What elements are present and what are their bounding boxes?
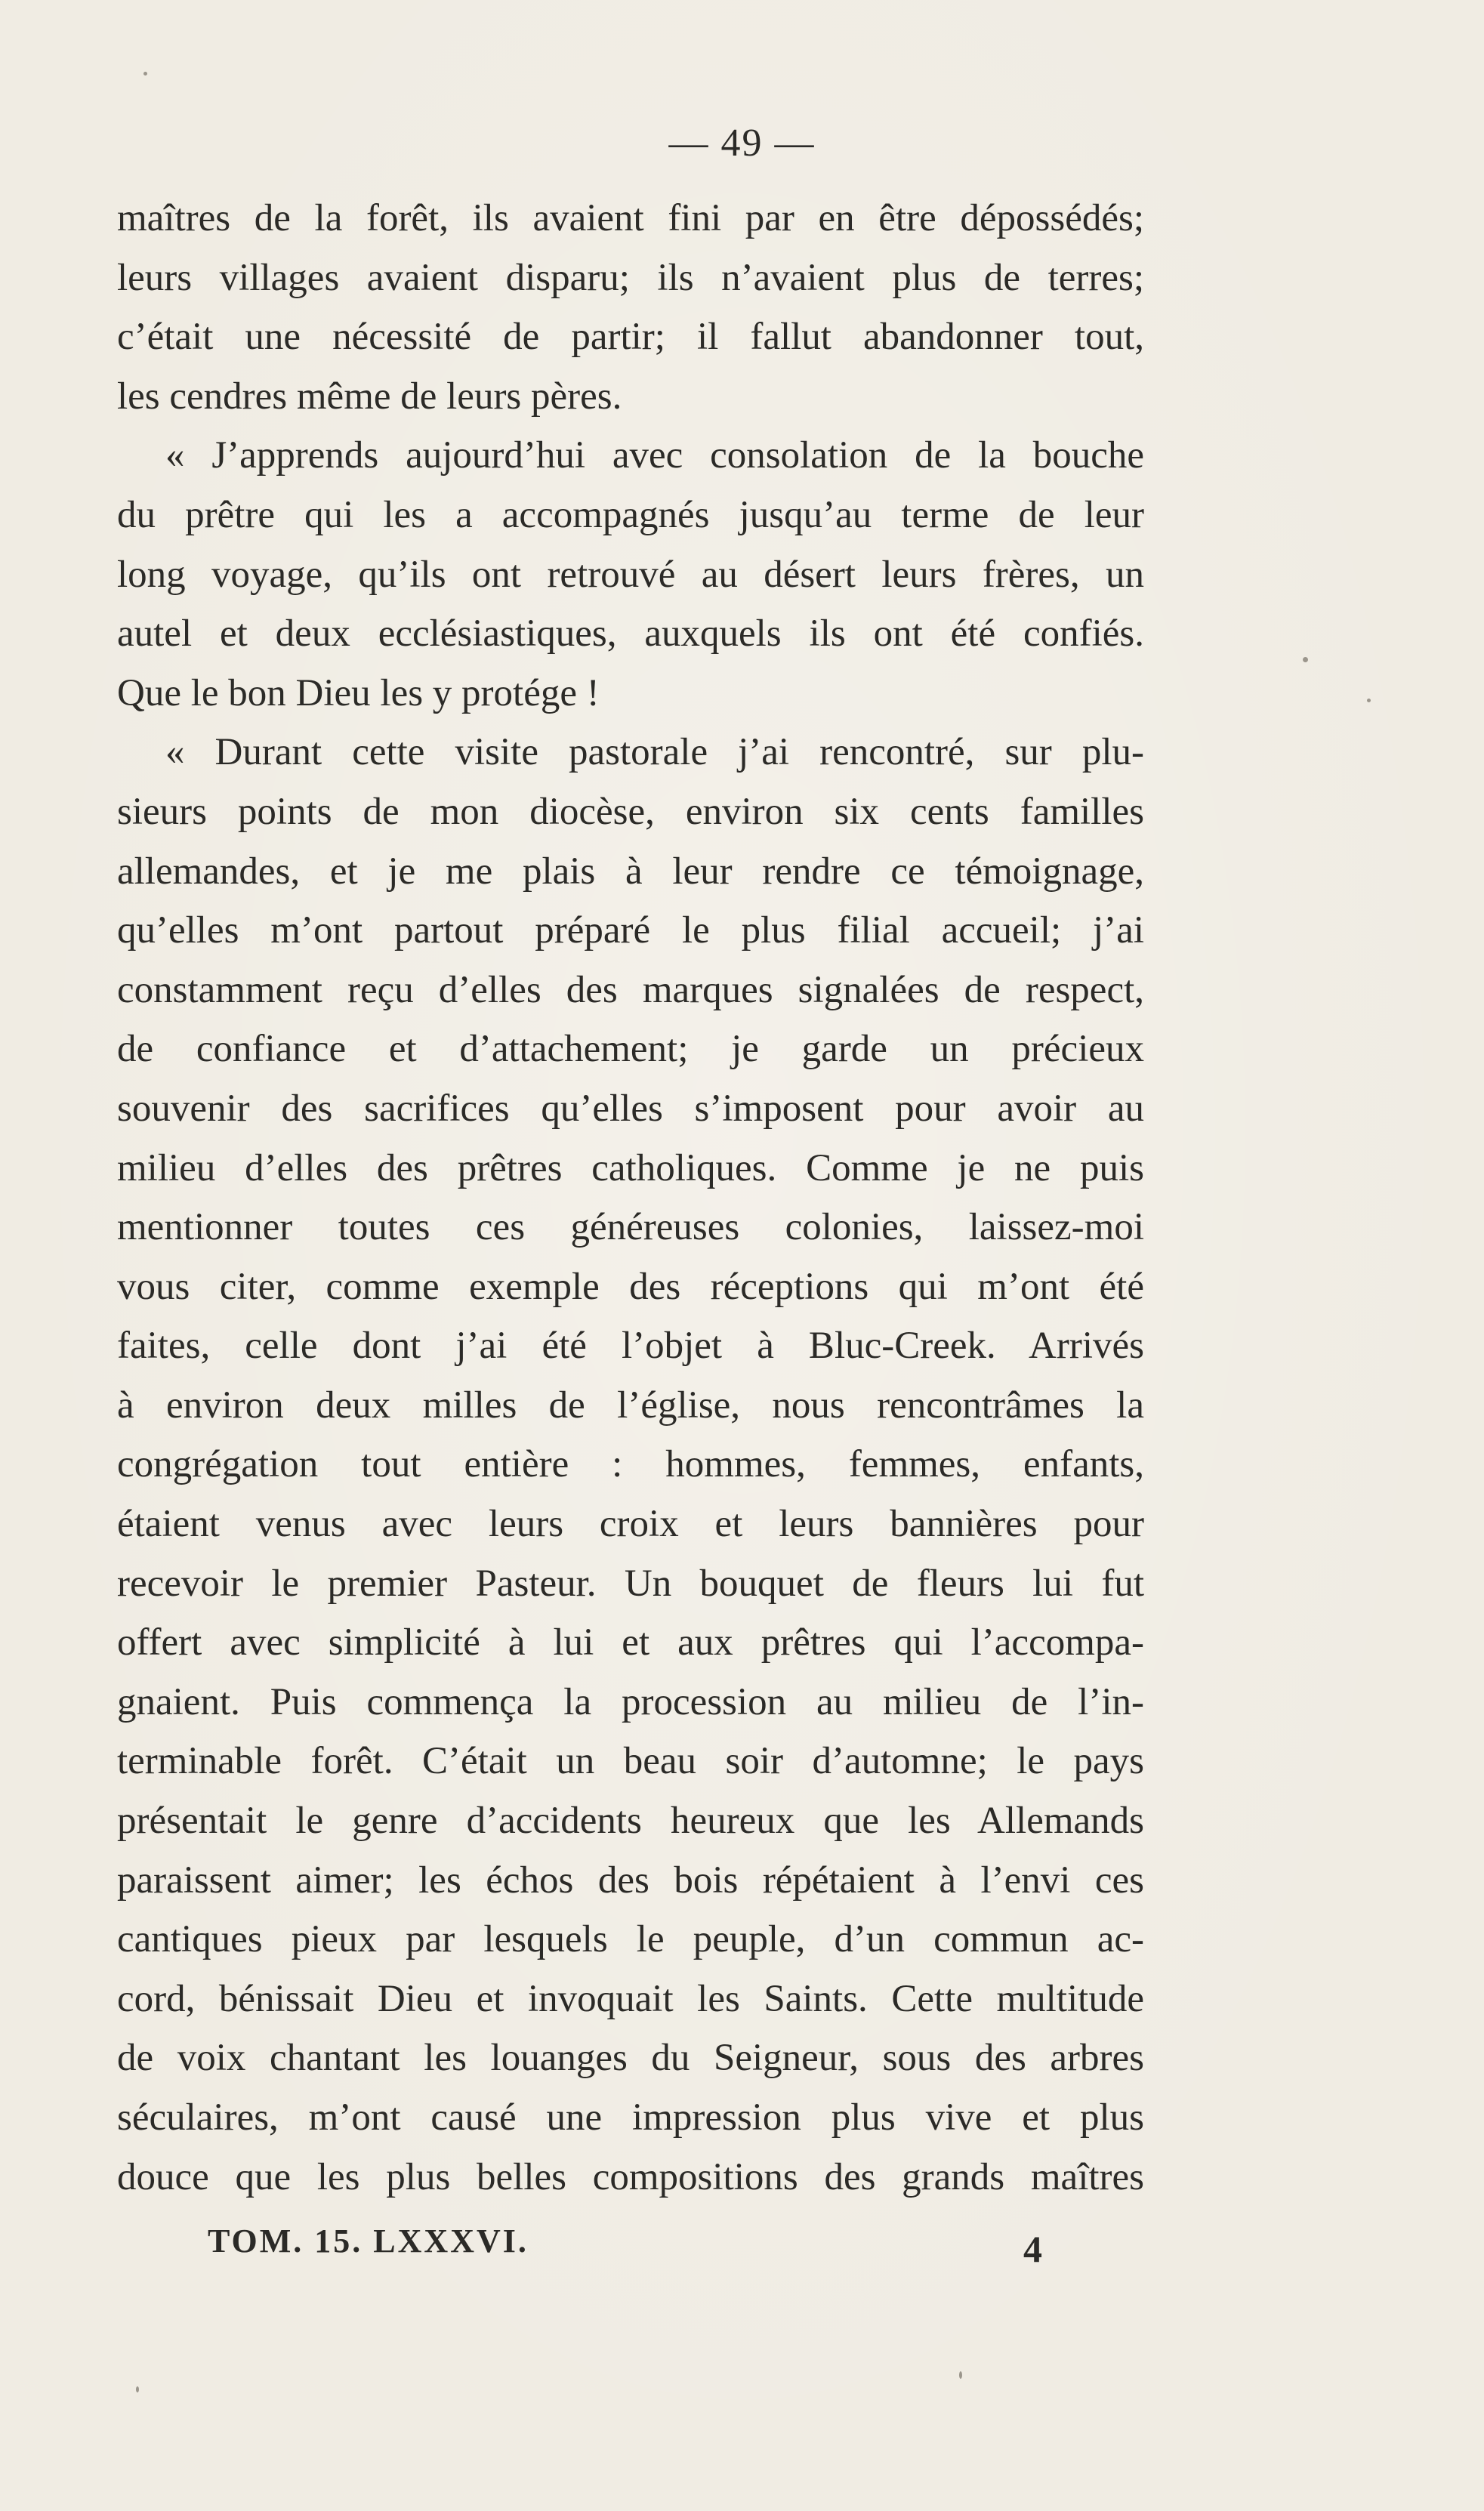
text-line: leurs villages avaient disparu; ils n’avaient plus de terres;: [117, 256, 1144, 299]
text-line: paraissent aimer; les échos des bois répétaient à l’envi ces: [117, 1859, 1144, 1902]
paper-speck: [1367, 699, 1371, 702]
text-line: autel et deux ecclésiastiques, auxquels ils ont été confiés.: [117, 612, 1144, 656]
paper-speck: [143, 72, 147, 76]
text-line: gnaient. Puis commença la procession au milieu de l’in-: [117, 1680, 1144, 1723]
text-line: mentionner toutes ces généreuses colonies, laissez-moi: [117, 1206, 1144, 1249]
text-line: les cendres même de leurs pères.: [117, 375, 622, 418]
body-text: [117, 189, 1144, 2207]
text-line: recevoir le premier Pasteur. Un bouquet de fleurs lui fut: [117, 1562, 1144, 1605]
text-line: qu’elles m’ont partout préparé le plus filial accueil; j’ai: [117, 909, 1144, 952]
paper-speck: [136, 2386, 139, 2392]
text-line: constamment reçu d’elles des marques signalées de respect,: [117, 968, 1144, 1011]
text-line: terminable forêt. C’était un beau soir d’automne; le pays: [117, 1740, 1144, 1783]
page-number: — 49 —: [668, 122, 816, 165]
text-line: Que le bon Dieu les y protége !: [117, 671, 600, 714]
text-line: sieurs points de mon diocèse, environ six cents familles: [117, 790, 1144, 833]
sheet-number: 4: [1023, 2228, 1042, 2270]
text-line: vous citer, comme exemple des réceptions qui m’ont été: [117, 1265, 1144, 1308]
text-line: de voix chantant les louanges du Seigneur, sous des arbres: [117, 2037, 1144, 2080]
text-line: douce que les plus belles compositions des grands maîtres: [117, 2155, 1144, 2198]
text-line: de confiance et d’attachement; je garde un précieux: [117, 1028, 1144, 1071]
paper-speck: [959, 2371, 962, 2379]
text-line: cantiques pieux par lesquels le peuple, d’un commun ac-: [117, 1918, 1144, 1961]
text-line: long voyage, qu’ils ont retrouvé au désert leurs frères, un: [117, 553, 1144, 596]
paper-speck: [1303, 657, 1308, 662]
text-line: « Durant cette visite pastorale j’ai rencontré, sur plu-: [165, 731, 1144, 774]
text-line: « J’apprends aujourd’hui avec consolation de la bouche: [165, 434, 1144, 477]
text-line: maîtres de la forêt, ils avaient fini par en être dépossédés;: [117, 197, 1144, 239]
text-line: allemandes, et je me plais à leur rendre ce témoignage,: [117, 850, 1144, 893]
text-line: cord, bénissait Dieu et invoquait les Saints. Cette multitude: [117, 1977, 1144, 2020]
signature-mark: TOM. 15. LXXXVI.: [208, 2223, 529, 2260]
text-line: étaient venus avec leurs croix et leurs bannières pour: [117, 1503, 1144, 1546]
text-line: faites, celle dont j’ai été l’objet à Bluc-Creek. Arrivés: [117, 1325, 1144, 1368]
text-line: souvenir des sacrifices qu’elles s’imposent pour avoir au: [117, 1087, 1144, 1130]
text-line: congrégation tout entière : hommes, femmes, enfants,: [117, 1443, 1144, 1486]
text-line: milieu d’elles des prêtres catholiques. Comme je ne puis: [117, 1146, 1144, 1189]
text-line: c’était une nécessité de partir; il fallut abandonner tout,: [117, 316, 1144, 359]
text-line: séculaires, m’ont causé une impression plus vive et plus: [117, 2096, 1144, 2139]
page-footer: [0, 2219, 1484, 2272]
text-line: du prêtre qui les a accompagnés jusqu’au terme de leur: [117, 493, 1144, 536]
text-line: à environ deux milles de l’église, nous rencontrâmes la: [117, 1384, 1144, 1427]
text-line: offert avec simplicité à lui et aux prêtres qui l’accompa-: [117, 1621, 1144, 1664]
text-line: présentait le genre d’accidents heureux que les Allemands: [117, 1800, 1144, 1843]
